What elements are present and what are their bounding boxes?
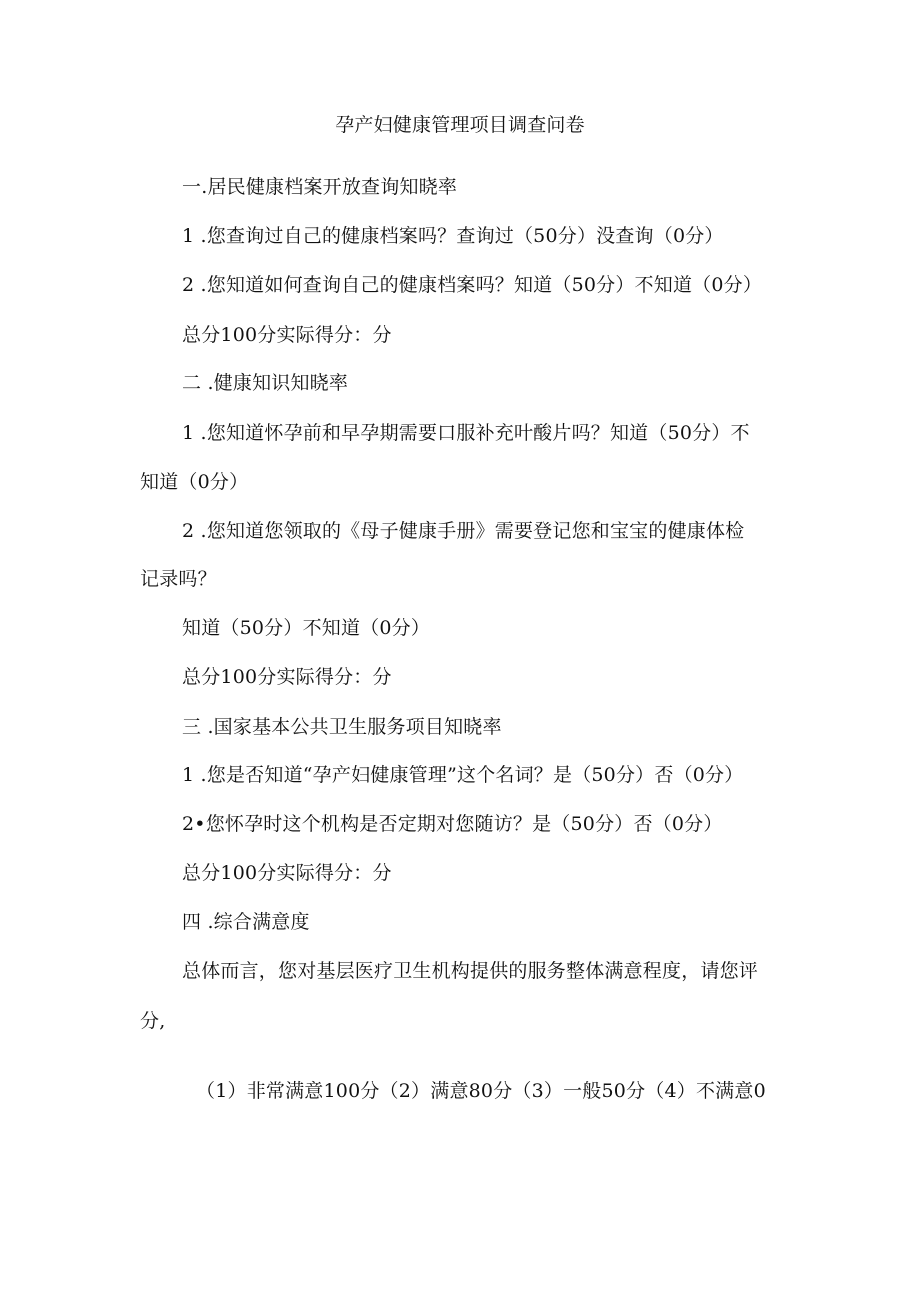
section2-question-2-line2: 记录吗？ [140,568,217,590]
section2-heading: 二 .健康知识知晓率 [182,372,349,394]
section2-total-score: 总分100分实际得分：分 [182,666,392,688]
section1-question-2: 2 .您知道如何查询自己的健康档案吗？知道（50分）不知道（0分） [182,274,763,296]
section1-heading: 一.居民健康档案开放查询知晓率 [182,176,458,198]
section2-question-2-line1: 2 .您知道您领取的《母子健康手册》需要登记您和宝宝的健康体检 [182,520,745,542]
section2-question-2-options: 知道（50分）不知道（0分） [182,617,431,639]
section1-total-score: 总分100分实际得分：分 [182,324,392,346]
section4-question-line1: 总体而言，您对基层医疗卫生机构提供的服务整体满意程度，请您评 [182,960,759,982]
section3-heading: 三 .国家基本公共卫生服务项目知晓率 [182,716,502,738]
section4-question-line2: 分, [140,1010,166,1032]
section3-question-2: 2•您怀孕时这个机构是否定期对您随访？是（50分）否（0分） [182,813,723,835]
document-title: 孕产妇健康管理项目调查问卷 [335,114,585,136]
section4-heading: 四 .综合满意度 [182,911,310,933]
section4-options: （1）非常满意100分（2）满意80分（3）一般50分（4）不满意0 [196,1080,766,1102]
section1-question-1: 1 .您查询过自己的健康档案吗？查询过（50分）没查询（0分） [182,225,724,247]
section2-question-1-line1: 1 .您知道怀孕前和早孕期需要口服补充叶酸片吗？知道（50分）不 [182,422,750,444]
section3-total-score: 总分100分实际得分：分 [182,862,392,884]
section3-question-1: 1 .您是否知道“孕产妇健康管理”这个名词？是（50分）否（0分） [182,764,744,786]
section2-question-1-line2: 知道（0分） [140,471,249,493]
